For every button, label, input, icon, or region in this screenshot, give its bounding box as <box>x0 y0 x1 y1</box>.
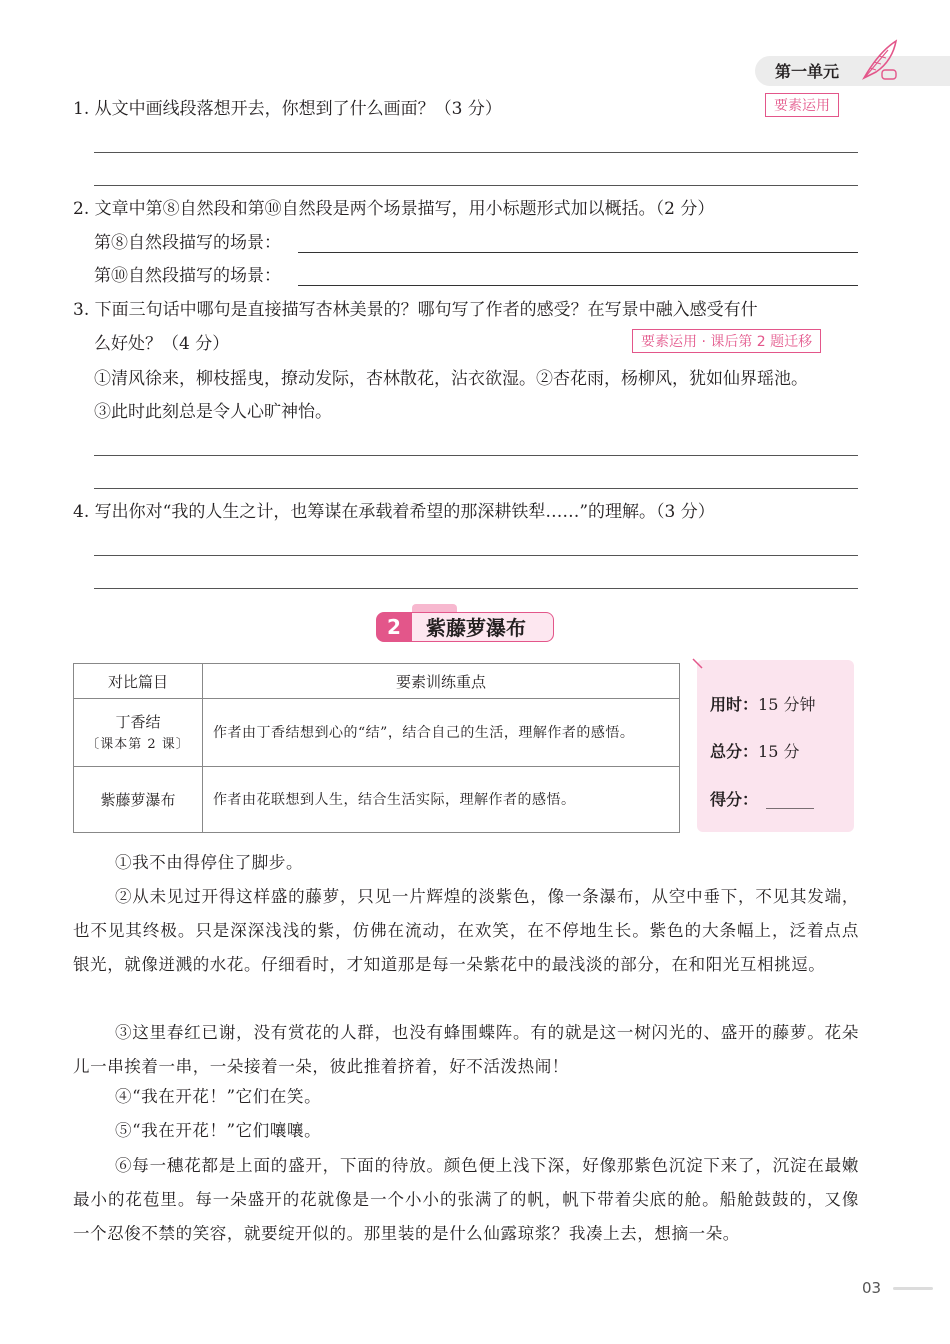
question-3-quote2: ③此时此刻总是令人心旷神怡。 <box>94 402 332 422</box>
answer-line[interactable] <box>94 185 858 186</box>
paragraph-6: ⑥每一穗花都是上面的盛开，下面的待放。颜色便上浅下深，好像那紫色沉淀下来了，沉淀在最嫩最小的花苞里。每一朵盛开的花就像是一个小小的张满了的帆，帆下带着尖底的舱。船舱鼓鼓的，又像一个忍俊不禁的笑容，就要绽开似的。那里装的是什么仙露琼浆？我凑上去，想摘一朵。 <box>73 1156 859 1243</box>
element-use-tag: 要素运用 <box>765 93 839 117</box>
answer-line[interactable] <box>94 152 858 153</box>
question-2a-label: 第⑧自然段描写的场景： <box>94 233 281 253</box>
question-2b-blank[interactable] <box>298 285 858 286</box>
section-title: 紫藤萝瀑布 <box>412 612 554 642</box>
lesson-subtitle: 〔课本第 2 课〕 <box>86 736 190 752</box>
table-cell-title <box>74 767 203 833</box>
table-cell-focus: 作者由丁香结想到心的“结”，结合自己的生活，理解作者的感悟。 <box>203 699 680 767</box>
score-row <box>710 787 814 810</box>
lesson-title: 丁香结 <box>115 712 161 731</box>
table-cell-title <box>74 699 203 767</box>
table-header-row <box>74 664 680 699</box>
table-header: 要素训练重点 <box>203 664 680 699</box>
page-bar <box>893 1287 933 1290</box>
total-label: 总分： <box>710 742 759 761</box>
feather-icon <box>858 38 900 82</box>
time-value: 15 分钟 <box>758 695 816 714</box>
unit-label: 第一单元 <box>775 62 840 81</box>
lesson-title: 紫藤萝瀑布 <box>100 791 176 809</box>
section-number: 2 <box>376 612 412 642</box>
question-3-line1: 3. 下面三句话中哪句是直接描写杏林美景的？哪句写了作者的感受？在写景中融入感受有什 <box>73 300 758 320</box>
score-label: 得分： <box>710 790 759 809</box>
time-label: 用时： <box>710 695 759 714</box>
question-2b-label: 第⑩自然段描写的场景： <box>94 266 281 286</box>
table-header: 对比篇目 <box>74 664 203 699</box>
question-4: 4. 写出你对“我的人生之计，也筹谋在承载着希望的那深耕铁犁……”的理解。（3 分） <box>73 502 715 522</box>
answer-line[interactable] <box>94 488 858 489</box>
time-row <box>710 692 815 715</box>
paragraph-5: ⑤“我在开花！”它们嚷嚷。 <box>115 1121 322 1140</box>
question-2: 2. 文章中第⑧自然段和第⑩自然段是两个场景描写，用小标题形式加以概括。（2 分） <box>73 199 715 219</box>
paragraph-1: ①我不由得停住了脚步。 <box>115 853 304 872</box>
paragraph-4: ④“我在开花！”它们在笑。 <box>115 1087 322 1106</box>
page-number: 03 <box>862 1279 882 1297</box>
question-3-quote1: ①清风徐来，柳枝摇曳，撩动发际，杏林散花，沾衣欲湿。②杏花雨，杨柳风，犹如仙界瑶池。 <box>94 369 808 389</box>
paragraph-3: ③这里春红已谢，没有赏花的人群，也没有蜂围蝶阵。有的就是这一树闪光的、盛开的藤萝。花朵儿一串挨着一串，一朵接着一朵，彼此推着挤着，好不活泼热闹！ <box>73 1023 859 1076</box>
answer-line[interactable] <box>94 555 858 556</box>
question-3-line2: 么好处？（4 分） <box>94 334 230 354</box>
table-row <box>74 767 680 833</box>
score-blank[interactable]: ______ <box>766 790 815 809</box>
element-use-transfer-tag: 要素运用 · 课后第 2 题迁移 <box>632 329 821 353</box>
total-value: 15 分 <box>758 742 800 761</box>
table-cell-focus: 作者由花联想到人生，结合生活实际，理解作者的感悟。 <box>203 767 680 833</box>
table-row <box>74 699 680 767</box>
answer-line[interactable] <box>94 588 858 589</box>
answer-line[interactable] <box>94 455 858 456</box>
comparison-table <box>73 663 680 833</box>
corner-mark-icon <box>690 656 704 670</box>
total-row <box>710 739 799 762</box>
paragraph-2: ②从未见过开得这样盛的藤萝，只见一片辉煌的淡紫色，像一条瀑布，从空中垂下，不见其发端，也不见其终极。只是深深浅浅的紫，仿佛在流动，在欢笑，在不停地生长。紫色的大条幅上，泛着点点银光，就像迸溅的水花。仔细看时，才知道那是每一朵紫花中的最浅淡的部分，在和阳光互相挑逗。 <box>73 887 859 974</box>
question-1: 1. 从文中画线段落想开去，你想到了什么画面？（3 分） <box>73 99 502 119</box>
question-2a-blank[interactable] <box>298 252 858 253</box>
